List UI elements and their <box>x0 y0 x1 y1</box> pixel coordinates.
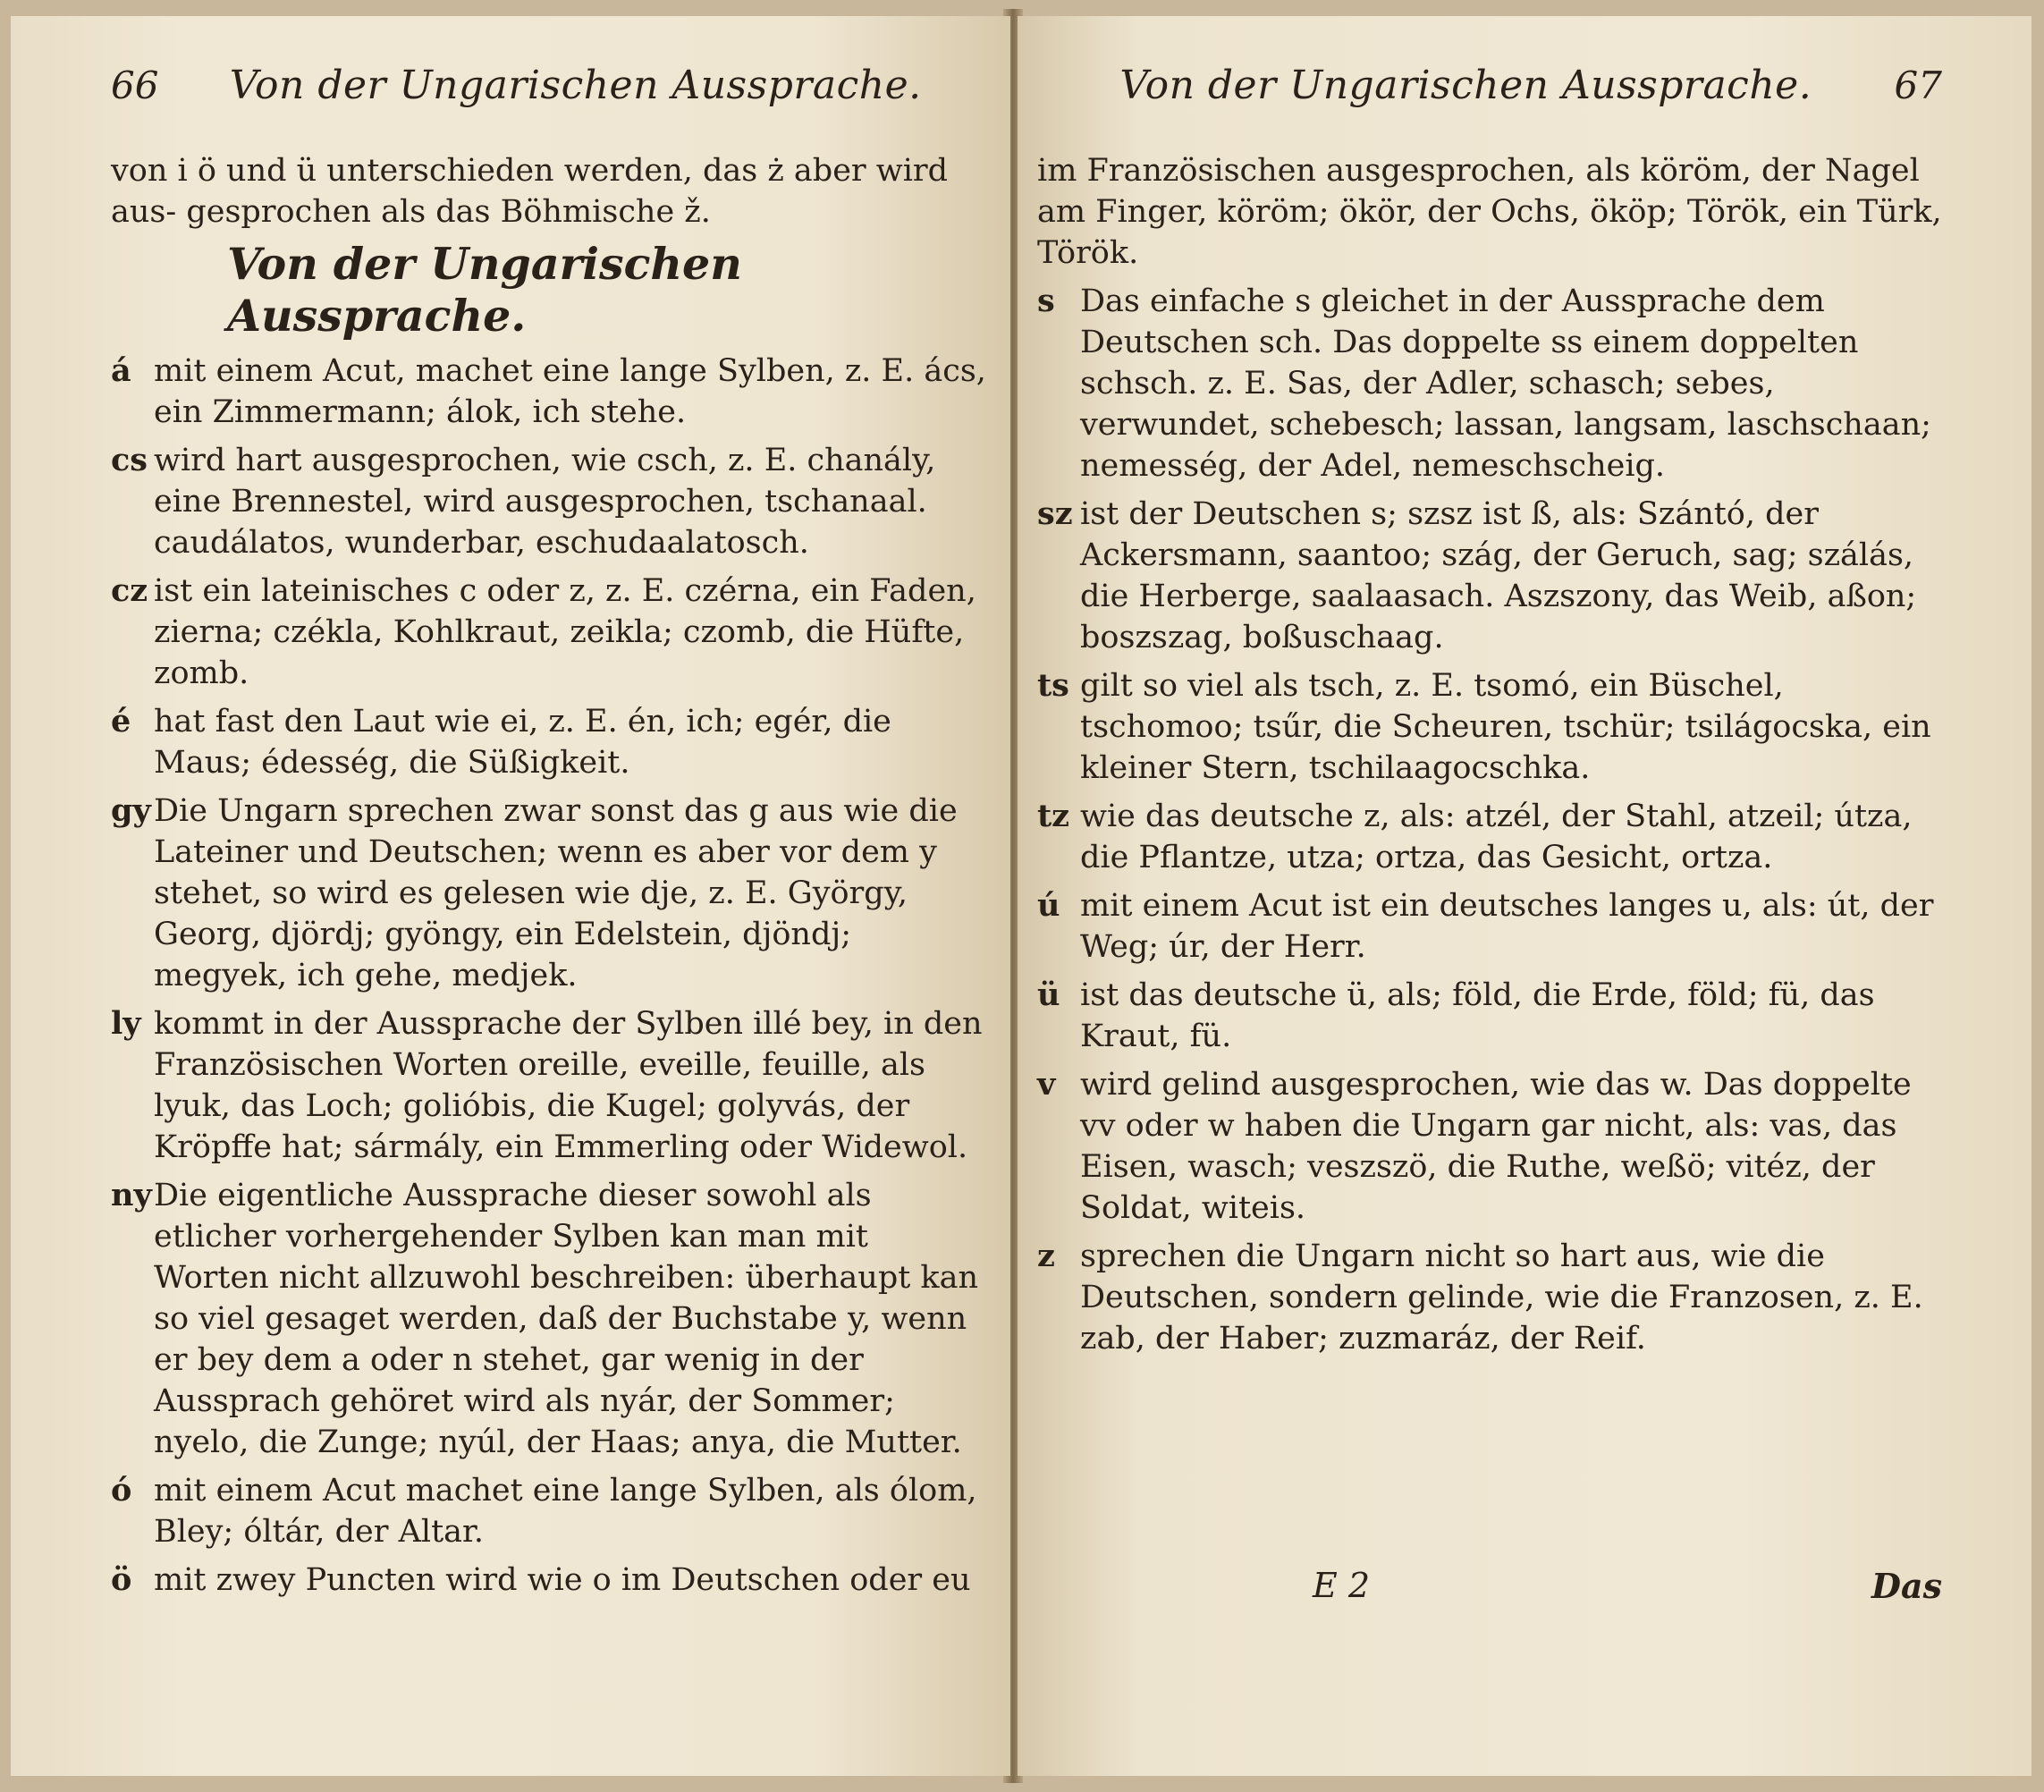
entry-cs <box>111 440 992 563</box>
entry-key: ö <box>111 1561 132 1598</box>
entry-text: Die eigentliche Aussprache dieser sowohl als etlicher vorhergehender Sylben kan man mit Worten nicht allzuwohl beschreiben: überhaupt kan so viel gesaget werden, daß der Buchstabe y, wenn er bey dem a oder n stehet, gar wenig in der Aussprach gehöret wird als nyár, der Sommer; nyelo, die Zunge; nyúl, der Haas; anya, die Mutter. <box>154 1178 979 1460</box>
entry-text: mit einem Acut, machet eine lange Sylben, z. E. ács, ein Zimmermann; álok, ich stehe. <box>154 353 986 430</box>
left-page-number: 66 <box>111 63 159 107</box>
entry-text: ist der Deutschen s; szsz ist ß, als: Szántó, der Ackersmann, saantoo; szág, der Geruch, sag; szálás, die Herberge, saalaasach. Aszszony, das Weib, aßon; boszszag, boßuschaag. <box>1080 496 1917 655</box>
right-head-title: Von der Ungarischen Aussprache. <box>1119 63 1812 108</box>
entry-text: mit zwey Puncten wird wie o im Deutschen oder eu <box>154 1562 971 1598</box>
left-page <box>11 16 1010 1776</box>
entry-z <box>1037 1236 1942 1359</box>
entry-text: ist ein lateinisches c oder z, z. E. czérna, ein Faden, zierna; czékla, Kohlkraut, zeikla; czomb, die Hüfte, zomb. <box>154 573 976 691</box>
entry-text: hat fast den Laut wie ei, z. E. én, ich; egér, die Maus; édesség, die Süßigkeit. <box>154 704 891 781</box>
entry-key: tz <box>1037 798 1070 834</box>
right-page-footer <box>1018 1566 2031 1606</box>
entry-text: sprechen die Ungarn nicht so hart aus, wie die Deutschen, sondern gelinde, wie die Franzosen, z. E. zab, der Haber; zuzmaráz, der Reif. <box>1080 1238 1923 1357</box>
entry-key: ü <box>1037 976 1060 1013</box>
entry-key: sz <box>1037 495 1073 532</box>
entry-ly <box>111 1003 992 1168</box>
entry-text: Das einfache s gleichet in der Aussprache dem Deutschen sch. Das doppelte ss einem doppelten schsch. z. E. Sas, der Adler, schasch; sebes, verwundet, schebesch; lassan, langsam, laschschaan; nemesség, der Adel, nemeschscheig. <box>1080 283 1931 484</box>
entry-o-acute <box>111 1470 992 1552</box>
left-head-title: Von der Ungarischen Aussprache. <box>229 63 922 108</box>
entry-key: ny <box>111 1177 152 1213</box>
entry-key: z <box>1037 1238 1055 1274</box>
entry-key: ú <box>1037 887 1060 924</box>
entry-tz <box>1037 796 1942 878</box>
entry-text: gilt so viel als tsch, z. E. tsomó, ein Büschel, tschomoo; tsűr, die Scheuren, tschür; tsilágocska, ein kleiner Stern, tschilaagocschka. <box>1080 668 1931 786</box>
section-title: Von der Ungarischen Aussprache. <box>227 238 742 342</box>
entry-text: Die Ungarn sprechen zwar sonst das g aus wie die Lateiner und Deutschen; wenn es aber vor dem y stehet, so wird es gelesen wie dje, z. E. György, Georg, djördj; gyöngy, ein Edelstein, djöndj; megyek, ich gehe, medjek. <box>154 793 958 993</box>
entry-text: wie das deutsche z, als: atzél, der Stahl, atzeil; útza, die Pflantze, utza; ortza, das Gesicht, ortza. <box>1080 799 1913 875</box>
right-running-head <box>1037 63 1942 131</box>
entry-key: ts <box>1037 667 1069 704</box>
left-running-head <box>111 63 992 131</box>
entry-u-umlaut <box>1037 975 1942 1057</box>
entry-text: mit einem Acut ist ein deutsches langes u, als: út, der Weg; úr, der Herr. <box>1080 888 1934 965</box>
entry-key: gy <box>111 792 151 829</box>
entry-e-acute <box>111 701 992 783</box>
entry-key: cz <box>111 572 148 609</box>
left-intro-text: von i ö und ü unterschieden werden, das ż aber wird aus- gesprochen als das Böhmische ž. <box>111 153 949 230</box>
entry-text: kommt in der Aussprache der Sylben illé bey, in den Französischen Worten oreille, eveille, feuille, als lyuk, das Loch; golióbis, die Kugel; golyvás, der Kröpffe hat; sármály, ein Emmerling oder Widewol. <box>154 1006 983 1165</box>
entry-o-umlaut <box>111 1560 992 1601</box>
entry-text: ist das deutsche ü, als; föld, die Erde, föld; fü, das Kraut, fü. <box>1080 977 1875 1054</box>
right-page <box>1018 16 2031 1776</box>
right-page-number: 67 <box>1894 63 1942 107</box>
entry-v <box>1037 1064 1942 1229</box>
entry-text: wird hart ausgesprochen, wie csch, z. E. chanály, eine Brennestel, wird ausgesprochen, tschanaal. caudálatos, wunderbar, eschudaalatosch. <box>154 443 936 561</box>
entry-key: ly <box>111 1005 141 1042</box>
entry-cz <box>111 571 992 694</box>
entry-key: s <box>1037 283 1055 319</box>
entry-u-acute <box>1037 885 1942 968</box>
entry-gy <box>111 790 992 996</box>
entry-key: ó <box>111 1472 132 1509</box>
entry-a-acute <box>111 351 992 433</box>
entry-s <box>1037 281 1942 486</box>
entry-text: wird gelind ausgesprochen, wie das w. Das doppelte vv oder w haben die Ungarn gar nicht, als: vas, das Eisen, wasch; veszszö, die Ruthe, weßö; vitéz, der Soldat, witeis. <box>1080 1067 1912 1226</box>
entry-ny <box>111 1175 992 1463</box>
entry-text: mit einem Acut machet eine lange Sylben, als ólom, Bley; óltár, der Altar. <box>154 1473 977 1550</box>
signature-mark: E 2 <box>1313 1566 1370 1605</box>
catchword: Das <box>1871 1566 1942 1606</box>
entry-ts <box>1037 665 1942 789</box>
entry-key: v <box>1037 1066 1056 1103</box>
right-intro-text: im Französischen ausgesprochen, als köröm, der Nagel am Finger, köröm; ökör, der Ochs, ököр; Török, ein Türk, Török. <box>1037 153 1942 271</box>
entry-key: é <box>111 703 131 740</box>
entry-key: á <box>111 352 131 389</box>
entry-key: cs <box>111 442 148 478</box>
entry-sz <box>1037 494 1942 658</box>
